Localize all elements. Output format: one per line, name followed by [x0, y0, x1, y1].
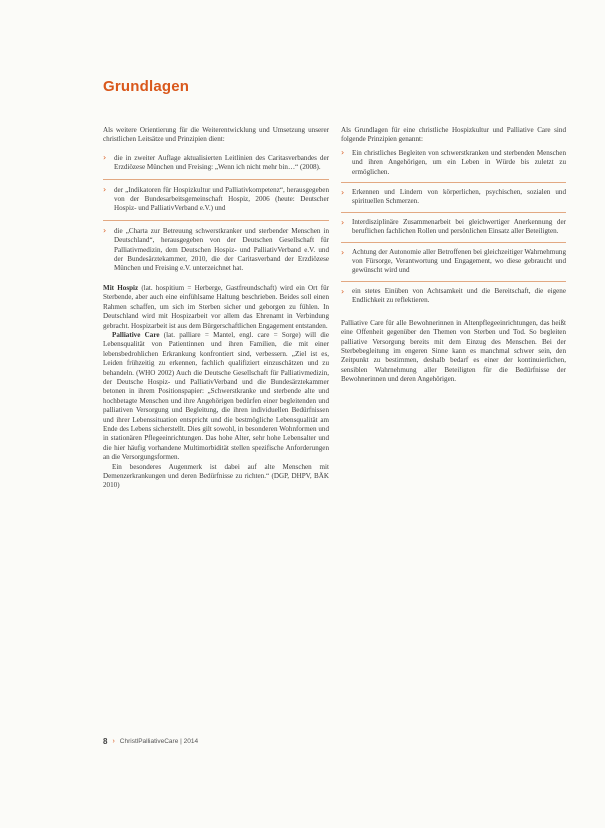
arrow-right-icon: ›: [341, 147, 345, 157]
palliative-care-paragraph: Palliative Care (lat. palliare = Mantel, engl. care = Sorge) will die Lebensqualität von Patientinnen und ihren Familien, die mit einer lebensbedrohlichen Erkrankung konfrontiert sind, verbessern. „Ziel ist es, Leiden frühzeitig zu erkennen, fachlich qualifiziert einzuschätzen und zu behandeln. (WHO 2002) Auch die Deutsche Gesellschaft für Palliativmedizin, der Deutsche Hospiz- und PalliativVerband und die Bundesärztekammer betonen in ihrem Positionspapier: „Schwerstkranke und sterbende alte und hochbetagte Menschen und ihre Angehörigen bedürfen einer begleitenden und palliativen Versorgung und Begleitung, die ihren individuellen Bedürfnissen und ihrer Lebenssituation entspricht und die bestmögliche Lebensqualität am Ende des Lebens sicherstellt. Dies gilt sowohl, in besonderen Wohnformen und in stationären Pflegeeinrichtungen. Das hohe Alter, sehr hohe Lebensalter und die hier häufig vorhandene Multimorbidität stellen spezifische Anforderungen an die Versorgungsformen.: [103, 330, 329, 462]
closing-paragraph: Palliative Care für alle Bewohnerinnen in Altenpflegeeinrichtungen, das heißt eine Offenheit gegenüber den Themen von Sterben und Tod. So begleiten palliative Versorgung bereits mit dem Einzug des Menschen. Bei der Sterbebegleitung im engeren Sinne kann es manchmal schwer sein, den Zeitpunkt zu bestimmen, deshalb bedarf es einer der kontinuierlichen, sensiblen Wahrnehmung aller Beteiligten für die Bedürfnisse der Bewohnerinnen und deren Angehörigen.: [341, 318, 566, 384]
left-bullet-list: [103, 152, 329, 280]
right-column: [341, 126, 566, 385]
palliative-care-term: Palliative Care: [112, 330, 160, 339]
arrow-right-icon: ›: [112, 738, 115, 745]
right-bullet-list: [341, 147, 566, 311]
arrow-right-icon: ›: [103, 225, 107, 235]
list-item: › Erkennen und Lindern von körperlichen, psychischen, sozialen und spirituellen Schmerzen.: [341, 182, 566, 212]
list-item: › Ein christliches Begleiten von schwerstkranken und sterbenden Menschen und ihren Angehörigen, um ein Leben in Würde bis zuletzt zu ermöglichen.: [341, 147, 566, 176]
list-item: › der „Indikatoren für Hospizkultur und Palliativkompetenz“, herausgegeben von der Bundesarbeitsgemeinschaft Hospiz, 2006 (heute: Deutscher Hospiz- und PalliativVerband e.V.) und: [103, 179, 329, 220]
arrow-right-icon: ›: [103, 152, 107, 162]
list-item: › die in zweiter Auflage aktualisierten Leitlinien des Caritasverbandes der Erzdiözese München und Freising: „Wenn ich nicht mehr bin…“ (2008).: [103, 152, 329, 172]
page-number: 8: [103, 737, 108, 746]
hospiz-paragraph: Mit Hospiz (lat. hospitium = Herberge, Gastfreundschaft) wird ein Ort für Sterbende, aber auch eine einfühlsame Haltung beschrieben. Beides soll einen Rahmen schaffen, um sich im Sterben sicher und geborgen zu fühlen. In Deutschland wird mit Hospizarbeit vor allem das Ehrenamt in Verbindung gebracht. Hospizarbeit ist aus dem Bürgerschaftlichen Engagement entstanden.: [103, 283, 329, 330]
arrow-right-icon: ›: [341, 188, 345, 198]
right-intro: Als Grundlagen für eine christliche Hospizkultur und Palliative Care sind folgende Prinzipien genannt:: [341, 126, 566, 144]
list-item: › die „Charta zur Betreuung schwerstkranker und sterbender Menschen in Deutschland“, herausgegeben von der Deutschen Gesellschaft für Palliativmedizin, dem Deutschen Hospiz- und PalliativVerband e.V. und der Bundesärztekammer, 2010, die der Caritasverband der Erzdiözese München und Freising e.V. unterzeichnet hat.: [103, 220, 329, 280]
section-title: Grundlagen: [103, 78, 190, 96]
hospiz-term: Mit Hospiz: [103, 283, 139, 292]
left-column: [103, 126, 329, 491]
arrow-right-icon: ›: [341, 217, 345, 227]
list-item: › Achtung der Autonomie aller Betroffenen bei gleichzeitiger Wahrnehmung von Fürsorge, Verantwortung und Engagement, wo diese gebraucht und gewünscht wird und: [341, 242, 566, 281]
dementia-paragraph: Ein besonderes Augenmerk ist dabei auf alte Menschen mit Demenzerkrankungen und deren Bedürfnisse zu richten.“ (DGP, DHPV, BÄK 2010): [103, 462, 329, 490]
arrow-right-icon: ›: [341, 247, 345, 257]
left-intro: Als weitere Orientierung für die Weiterentwicklung und Umsetzung unserer christlichen Leitsätze und Prinzipien dient:: [103, 126, 329, 144]
list-item: › ein stetes Einüben von Achtsamkeit und die Bereitschaft, die eigene Endlichkeit zu reflektieren.: [341, 281, 566, 311]
arrow-right-icon: ›: [103, 184, 107, 194]
footer-label: ChristlPalliativeCare | 2014: [119, 738, 199, 745]
arrow-right-icon: ›: [341, 286, 345, 296]
page-footer: [103, 737, 198, 746]
list-item: › Interdisziplinäre Zusammenarbeit bei gleichwertiger Anerkennung der beruflichen fachlichen Rollen und persönlichen Einsatz aller Beteiligten.: [341, 212, 566, 242]
